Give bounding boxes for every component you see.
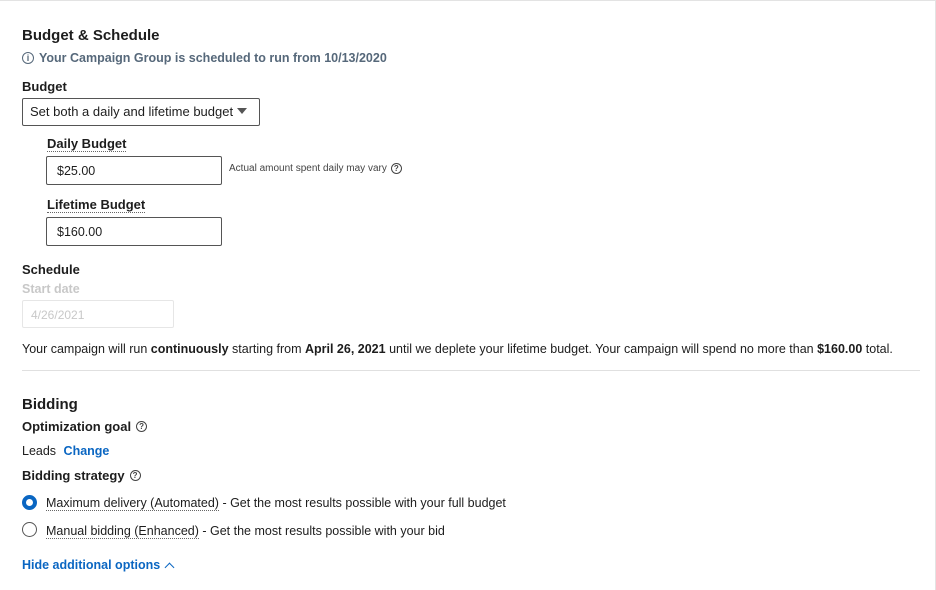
lifetime-budget-input[interactable]: $160.00 [46, 217, 222, 246]
optimization-goal-label: Optimization goal ? [22, 419, 147, 434]
hide-additional-options-link[interactable]: Hide additional options [22, 558, 173, 572]
section-divider [22, 370, 920, 371]
schedule-summary: Your campaign will run continuously starting from April 26, 2021 until we deplete your lifetime budget. Your campaign will spend no more than $160.00 total. [22, 342, 893, 356]
question-icon[interactable]: ? [130, 470, 141, 481]
radio-manual-bidding[interactable] [22, 522, 37, 537]
question-icon[interactable]: ? [136, 421, 147, 432]
optimization-goal-value [22, 444, 109, 458]
question-icon[interactable]: ? [391, 163, 402, 174]
bidding-title: Bidding [22, 396, 78, 413]
bidding-strategy-label: Bidding strategy ? [22, 468, 141, 483]
chevron-up-icon [165, 563, 175, 573]
budget-label: Budget [22, 79, 67, 94]
daily-budget-hint-text: Actual amount spent daily may vary [229, 163, 387, 174]
radio-maximum-delivery[interactable] [22, 495, 37, 510]
lifetime-budget-label: Lifetime Budget [47, 197, 146, 212]
option-manual-bidding[interactable]: Manual bidding (Enhanced) - Get the most results possible with your bid [46, 524, 445, 538]
schedule-info-text: Your Campaign Group is scheduled to run from 10/13/2020 [39, 51, 387, 65]
daily-budget-input[interactable]: $25.00 [46, 156, 222, 185]
daily-budget-label: Daily Budget [47, 136, 127, 151]
option-maximum-delivery[interactable]: Maximum delivery (Automated) - Get the most results possible with your full budget [46, 496, 506, 510]
change-goal-link[interactable]: Change [63, 444, 110, 458]
budget-type-select[interactable] [22, 98, 260, 126]
info-icon: i [22, 52, 34, 64]
daily-budget-hint [229, 163, 402, 174]
schedule-info [22, 51, 387, 65]
goal-value: Leads [22, 444, 57, 458]
start-date-input: 4/26/2021 [22, 300, 174, 328]
budget-schedule-title: Budget & Schedule [22, 27, 160, 44]
start-date-label: Start date [22, 282, 80, 296]
budget-type-select-value: Set both a daily and lifetime budget [30, 104, 234, 119]
schedule-label: Schedule [22, 262, 80, 277]
caret-down-icon [237, 108, 247, 114]
